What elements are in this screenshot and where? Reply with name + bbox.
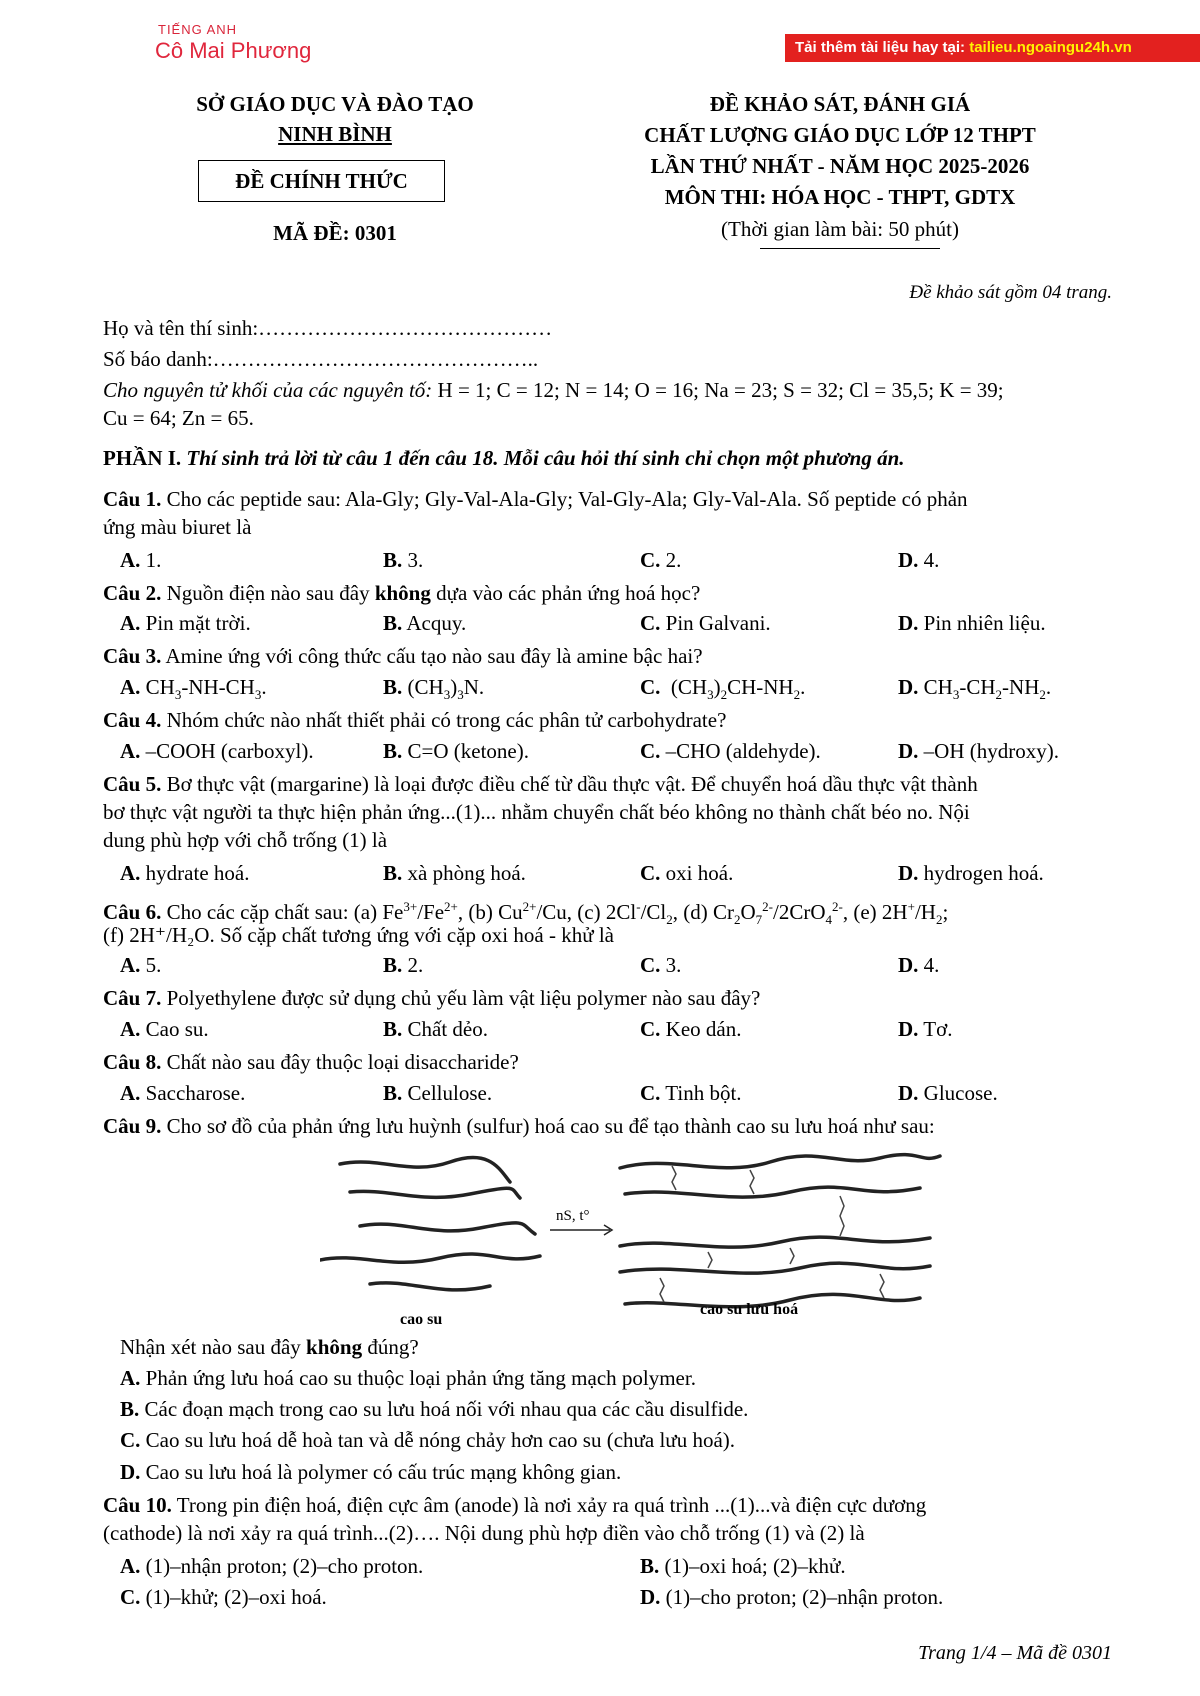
option-d[interactable]: D. –OH (hydroxy). <box>898 739 1059 763</box>
question-4: Câu 4. Nhóm chức nào nhất thiết phải có trong các phân tử carbohydrate? <box>103 708 727 732</box>
option-b[interactable]: B. Chất dẻo. <box>383 1017 488 1041</box>
logo-subtitle: TIẾNG ANH <box>158 22 238 37</box>
question-1 <box>103 486 1112 513</box>
exam-title-1: ĐỀ KHẢO SÁT, ĐÁNH GIÁ <box>709 92 971 116</box>
option-c[interactable]: C. $(CH_3)_2CH-NH_2$. <box>640 675 806 703</box>
candidate-name-line: Họ và tên thí sinh:…………………………………… <box>103 316 553 340</box>
option-c[interactable]: C. Cao su lưu hoá dễ hoà tan và dễ nóng chảy hơn cao su (chưa lưu hoá). <box>120 1428 736 1452</box>
exam-title-3: LẦN THỨ NHẤT - NĂM HỌC 2025-2026 <box>650 154 1030 178</box>
option-a[interactable]: A. 1. <box>120 548 162 572</box>
atomic-values-1: H = 1; C = 12; N = 14; O = 16; Na = 23; S = 32; Cl = 35,5; K = 39; <box>432 378 1004 402</box>
option-d[interactable]: D. Cao su lưu hoá là polymer có cấu trúc mạng không gian. <box>120 1460 622 1484</box>
download-banner[interactable] <box>785 34 1200 62</box>
option-b[interactable]: B. 3. <box>383 548 424 572</box>
right-label: cao su lưu hoá <box>700 1301 799 1318</box>
option-b[interactable]: B. $(CH_3)_3N$. <box>383 675 485 703</box>
vulcanized-chain <box>625 1187 920 1197</box>
option-d[interactable]: D. Pin nhiên liệu. <box>898 611 1046 635</box>
rubber-chain <box>350 1188 520 1198</box>
option-a[interactable]: A. –COOH (carboxyl). <box>120 739 314 763</box>
atomic-mass-line <box>103 377 1112 404</box>
rubber-chain <box>320 1254 540 1262</box>
banner-link[interactable]: tailieu.ngoaingu24h.vn <box>969 39 1132 56</box>
candidate-id-line: Số báo danh:……………………………………….. <box>103 347 539 371</box>
option-b[interactable]: B. Các đoạn mạch trong cao su lưu hoá nối với nhau qua các cầu disulfide. <box>120 1397 749 1421</box>
option-c[interactable]: C. oxi hoá. <box>640 861 734 885</box>
vulcanization-diagram <box>320 1148 960 1328</box>
option-c[interactable]: C. Tinh bột. <box>640 1081 742 1105</box>
part-label: PHẦN I. <box>103 446 182 470</box>
option-c[interactable]: C. Pin Galvani. <box>640 611 771 635</box>
question-6: Câu 6. Cho các cặp chất sau: (a) $Fe^{3+}/Fe^{2+}$, (b) $Cu^{2+}/Cu$, (c) $2Cl^-/Cl_2$, (d) $Cr_2O_7^{2-}/2CrO_4^{2-}$, (e) $2H^+/H_2$; <box>103 899 949 928</box>
option-a[interactable]: A. (1)–nhận proton; (2)–cho proton. <box>120 1554 424 1578</box>
option-b[interactable]: B. Acquy. <box>383 611 467 635</box>
option-b[interactable]: B. xà phòng hoá. <box>383 861 526 885</box>
option-c[interactable]: C. (1)–khử; (2)–oxi hoá. <box>120 1585 327 1609</box>
option-d[interactable]: D. $CH_3-CH_2-NH_2$. <box>898 675 1052 703</box>
option-b[interactable]: B. Cellulose. <box>383 1081 493 1105</box>
question-8: Câu 8. Chất nào sau đây thuộc loại disaccharide? <box>103 1050 519 1074</box>
option-b[interactable]: B. C=O (ketone). <box>383 739 529 763</box>
pages-note: Đề khảo sát gồm 04 trang. <box>909 282 1112 303</box>
option-a[interactable]: A. Pin mặt trời. <box>120 611 251 635</box>
title-underline <box>760 248 940 249</box>
q9-ask: Nhận xét nào sau đây không đúng? <box>120 1335 419 1359</box>
question-9: Câu 9. Cho sơ đồ của phản ứng lưu huỳnh (sulfur) hoá cao su để tạo thành cao su lưu hoá như sau: <box>103 1114 935 1138</box>
atomic-label: Cho nguyên tử khối của các nguyên tố: <box>103 378 433 402</box>
option-a[interactable]: A. hydrate hoá. <box>120 861 250 885</box>
page-footer: Trang 1/4 – Mã đề 0301 <box>918 1642 1112 1664</box>
option-a[interactable]: A. Phản ứng lưu hoá cao su thuộc loại phản ứng tăng mạch polymer. <box>120 1366 696 1390</box>
q5-text-2: bơ thực vật người ta thực hiện phản ứng...(1)... nhằm chuyển chất béo không no thành chất béo no. Nội <box>103 800 970 824</box>
banner-label: Tải thêm tài liệu hay tại: <box>795 39 970 56</box>
option-d[interactable]: D. (1)–cho proton; (2)–nhận proton. <box>640 1585 944 1609</box>
vulcanized-chain <box>620 1263 930 1273</box>
exam-duration: (Thời gian làm bài: 50 phút) <box>721 217 959 241</box>
option-a[interactable]: A. Cao su. <box>120 1017 209 1041</box>
option-b[interactable]: B. 2. <box>383 953 424 977</box>
option-d[interactable]: D. 4. <box>898 548 940 572</box>
option-a[interactable]: A. 5. <box>120 953 162 977</box>
question-5: Câu 5. Bơ thực vật (margarine) là loại được điều chế từ dầu thực vật. Để chuyển hoá dầu thực vật thành <box>103 772 978 796</box>
option-d[interactable]: D. Tơ. <box>898 1017 953 1041</box>
exam-code: MÃ ĐỀ: 0301 <box>273 221 397 245</box>
question-10: Câu 10. Trong pin điện hoá, điện cực âm (anode) là nơi xảy ra quá trình ...(1)...và điện cực dương <box>103 1493 927 1517</box>
question-2: Câu 2. Nguồn điện nào sau đây không dựa vào các phản ứng hoá học? <box>103 581 701 605</box>
q10-text-2: (cathode) là nơi xảy ra quá trình...(2)…. Nội dung phù hợp điền vào chỗ trống (1) và (2) là <box>103 1521 865 1545</box>
atomic-values-2: Cu = 64; Zn = 65. <box>103 406 254 430</box>
logo: Cô Mai Phương <box>155 38 312 63</box>
option-a[interactable]: A. $CH_3-NH-CH_3$. <box>120 675 267 703</box>
province-name: NINH BÌNH <box>278 122 392 146</box>
rubber-chain <box>370 1283 490 1290</box>
left-label: cao su <box>400 1311 443 1328</box>
dept-name: SỞ GIÁO DỤC VÀ ĐÀO TẠO <box>196 92 474 116</box>
rubber-chain <box>360 1223 535 1234</box>
vulcanized-chain <box>620 1155 940 1168</box>
option-c[interactable]: C. –CHO (aldehyde). <box>640 739 821 763</box>
part-1-heading <box>103 445 1112 472</box>
option-d[interactable]: D. 4. <box>898 953 940 977</box>
q5-text-3: dung phù hợp với chỗ trống (1) là <box>103 828 388 852</box>
option-c[interactable]: C. 3. <box>640 953 682 977</box>
rubber-chain <box>340 1157 510 1182</box>
exam-subject: MÔN THI: HÓA HỌC - THPT, GDTX <box>664 185 1016 209</box>
option-a[interactable]: A. Saccharose. <box>120 1081 246 1105</box>
q-number: Câu 1. <box>103 487 162 511</box>
q-text: Cho các peptide sau: Ala-Gly; Gly-Val-Ala-Gly; Val-Gly-Ala; Gly-Val-Ala. Số peptide có phản <box>166 487 968 511</box>
exam-title-2: CHẤT LƯỢNG GIÁO DỤC LỚP 12 THPT <box>644 123 1036 147</box>
option-d[interactable]: D. hydrogen hoá. <box>898 861 1044 885</box>
option-c[interactable]: C. 2. <box>640 548 682 572</box>
option-c[interactable]: C. Keo dán. <box>640 1017 742 1041</box>
arrow-label: nS, t° <box>556 1208 590 1224</box>
question-7: Câu 7. Polyethylene được sử dụng chủ yếu làm vật liệu polymer nào sau đây? <box>103 986 761 1010</box>
option-b[interactable]: B. (1)–oxi hoá; (2)–khử. <box>640 1554 846 1578</box>
vulcanized-chain <box>620 1237 930 1247</box>
part-instructions: Thí sinh trả lời từ câu 1 đến câu 18. Mỗi câu hỏi thí sinh chỉ chọn một phương án. <box>181 446 905 470</box>
disulfide-bridges <box>660 1166 884 1302</box>
official-label: ĐỀ CHÍNH THỨC <box>198 160 445 202</box>
option-d[interactable]: D. Glucose. <box>898 1081 998 1105</box>
q6-text-2: (f) 2H⁺/H₂O. Số cặp chất tương ứng với cặp oxi hoá - khử là <box>103 923 614 947</box>
q1-text-cont: ứng màu biuret là <box>103 515 252 539</box>
question-3: Câu 3. Amine ứng với công thức cấu tạo nào sau đây là amine bậc hai? <box>103 644 703 668</box>
